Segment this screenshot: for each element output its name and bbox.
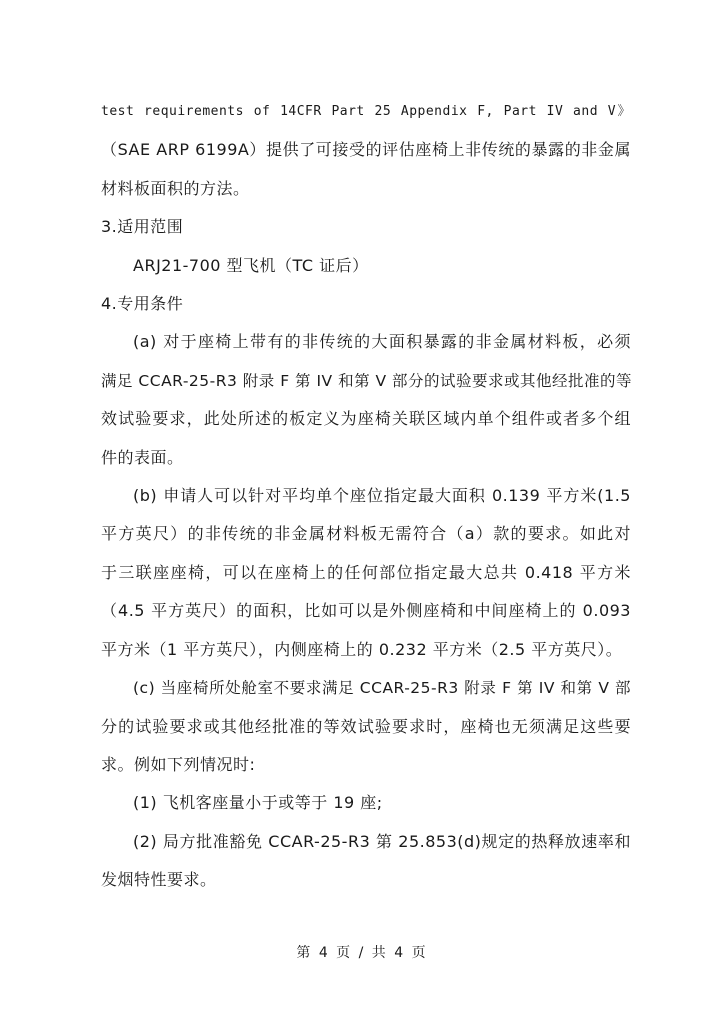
paragraph-b-line-3: 于三联座座椅，可以在座椅上的任何部位指定最大总共 0.418 平方米 <box>101 562 631 582</box>
list-item-2-line-1: (2) 局方批准豁免 CCAR-25-R3 第 25.853(d)规定的热释放速率和 <box>133 831 631 851</box>
paragraph-a-line-4: 件的表面。 <box>101 447 184 467</box>
section-heading-special-conditions: 4.专用条件 <box>101 294 184 314</box>
paragraph-c-line-3: 求。例如下列情况时: <box>101 754 256 774</box>
paragraph-b-line-1: (b) 申请人可以针对平均单个座位指定最大面积 0.139 平方米(1.5 <box>133 486 631 506</box>
document-body <box>101 93 631 900</box>
paragraph-a-line-2: 满足 CCAR-25-R3 附录 F 第 IV 和第 V 部分的试验要求或其他经批准的等 <box>101 371 633 390</box>
paragraph-b-line-4: （4.5 平方英尺）的面积，比如可以是外侧座椅和中间座椅上的 0.093 <box>101 601 631 621</box>
paragraph-a-line-3: 效试验要求，此处所述的板定义为座椅关联区域内单个组件或者多个组 <box>101 409 631 429</box>
paragraph-b-line-5: 平方米（1 平方英尺），内侧座椅上的 0.232 平方米（2.5 平方英尺）。 <box>101 639 623 659</box>
body-line-2: （SAE ARP 6199A）提供了可接受的评估座椅上非传统的暴露的非金属 <box>101 140 631 160</box>
list-item-1: (1) 飞机客座量小于或等于 19 座; <box>133 793 383 813</box>
paragraph-a-line-1: (a) 对于座椅上带有的非传统的大面积暴露的非金属材料板，必须 <box>133 332 631 352</box>
paragraph-c-line-2: 分的试验要求或其他经批准的等效试验要求时，座椅也无须满足这些要 <box>101 716 631 736</box>
body-line-1: test requirements of 14CFR Part 25 Appendix F, Part IV and V》 <box>101 104 631 119</box>
body-line-3: 材料板面积的方法。 <box>101 178 250 198</box>
paragraph-c-line-1: (c) 当座椅所处舱室不要求满足 CCAR-25-R3 附录 F 第 IV 和第 V 部 <box>133 679 631 698</box>
list-item-2-line-2: 发烟特性要求。 <box>101 870 217 890</box>
page-number-footer: 第 4 页 / 共 4 页 <box>296 945 428 961</box>
section-heading-scope: 3.适用范围 <box>101 217 184 237</box>
paragraph-b-line-2: 平方英尺）的非传统的非金属材料板无需符合（a）款的要求。如此对 <box>101 524 631 544</box>
body-line-aircraft-model: ARJ21-700 型飞机（TC 证后） <box>133 255 369 275</box>
